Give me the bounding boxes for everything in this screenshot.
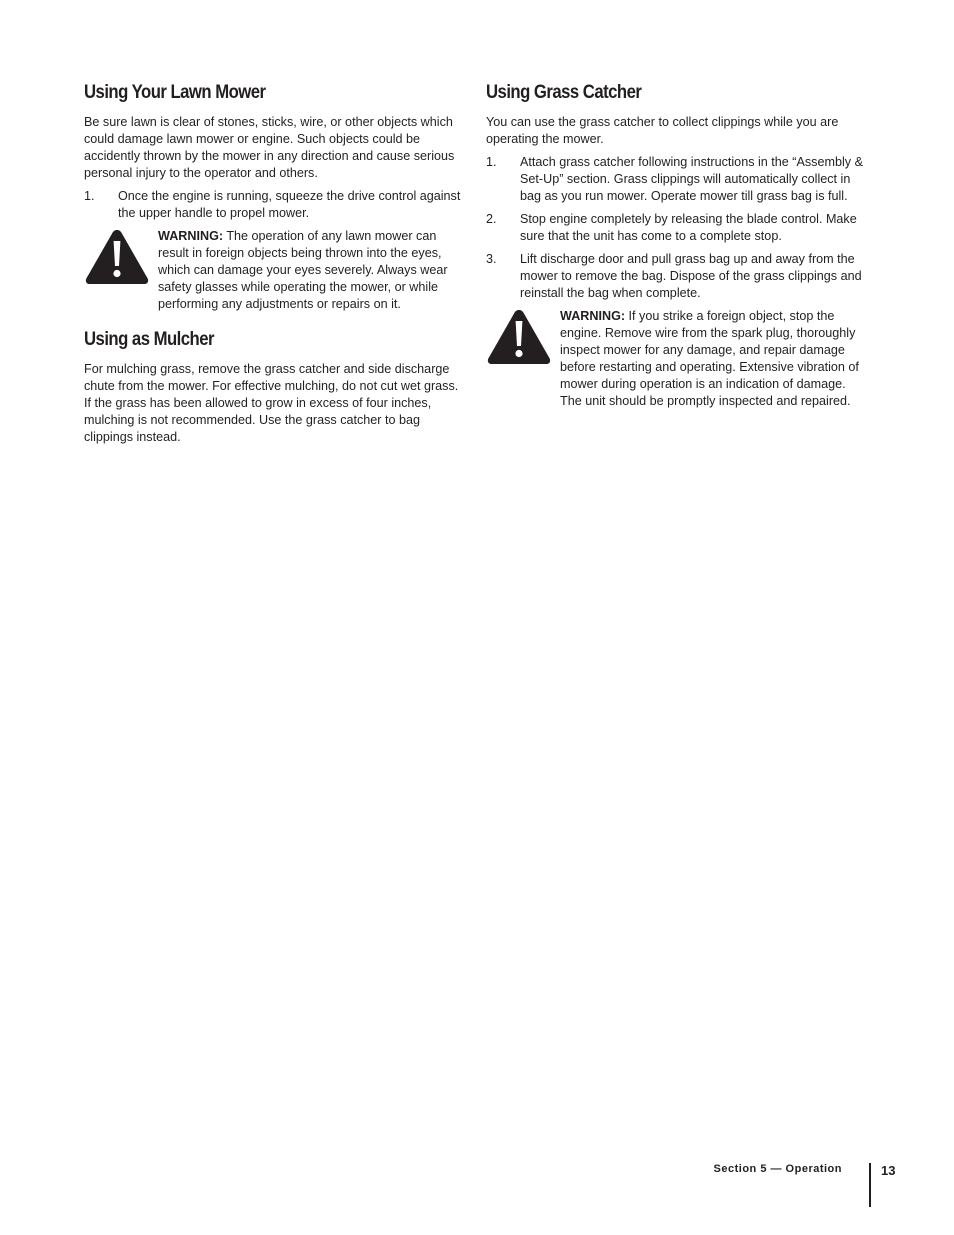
step-text: Lift discharge door and pull grass bag up and away from the mower to remove the bag. Dispose of the grass clippings and reinstall the bag when complete. xyxy=(520,252,862,300)
step-number: 1. xyxy=(486,155,497,169)
step-number: 2. xyxy=(486,212,497,226)
warning-label: WARNING: xyxy=(560,309,626,323)
step-number: 3. xyxy=(486,252,497,266)
left-column xyxy=(84,80,464,452)
warning-text xyxy=(158,228,464,313)
step-text: Once the engine is running, squeeze the drive control against the upper handle to propel mower. xyxy=(118,189,461,220)
lawn-mower-intro: Be sure lawn is clear of stones, sticks, wire, or other objects which could damage lawn mower or engine. Such objects could be accidently thrown by the mower in any direction and cause serious personal injury to the operator and others. xyxy=(84,115,455,180)
footer-section-label: Section 5 — Operation xyxy=(713,1163,842,1175)
grass-catcher-step-1 xyxy=(486,154,868,205)
lawn-mower-step-1 xyxy=(84,188,464,222)
grass-catcher-step-2 xyxy=(486,211,868,245)
grass-catcher-step-3 xyxy=(486,251,868,302)
warning-triangle-icon xyxy=(84,228,158,313)
eye-safety-warning xyxy=(84,228,464,313)
page-number: 13 xyxy=(881,1163,896,1178)
grass-catcher-intro: You can use the grass catcher to collect clippings while you are operating the mower. xyxy=(486,115,839,146)
warning-label: WARNING: xyxy=(158,229,224,243)
foreign-object-warning xyxy=(486,308,868,410)
heading-using-your-lawn-mower: Using Your Lawn Mower xyxy=(84,82,266,103)
footer-divider xyxy=(869,1163,871,1207)
warning-triangle-icon xyxy=(486,308,560,410)
step-number: 1. xyxy=(84,189,95,203)
heading-using-grass-catcher: Using Grass Catcher xyxy=(486,82,642,103)
warning-body: The operation of any lawn mower can result in foreign objects being thrown into the eyes, which can damage your eyes severely. Always wear safety glasses while operating the mower, or while performing any adjustments or repairs on it. xyxy=(158,229,448,311)
heading-using-as-mulcher: Using as Mulcher xyxy=(84,329,214,350)
step-text: Stop engine completely by releasing the blade control. Make sure that the unit has come to a complete stop. xyxy=(520,212,857,243)
mulcher-paragraph: For mulching grass, remove the grass catcher and side discharge chute from the mower. For effective mulching, do not cut wet grass. If the grass has been allowed to grow in excess of four inches, mulching is not recommended. Use the grass catcher to bag clippings instead. xyxy=(84,362,459,444)
right-column xyxy=(486,80,868,420)
warning-body: If you strike a foreign object, stop the engine. Remove wire from the spark plug, thoroughly inspect mower for any damage, and repair damage before restarting and operating. Extensive vibration of mower during operation is an indication of damage. The unit should be promptly inspected and repaired. xyxy=(560,309,859,408)
warning-text xyxy=(560,308,868,410)
step-text: Attach grass catcher following instructions in the “Assembly & Set-Up” section. Grass clippings will automatically collect in bag as you run mower. Operate mower till grass bag is full. xyxy=(520,155,863,203)
